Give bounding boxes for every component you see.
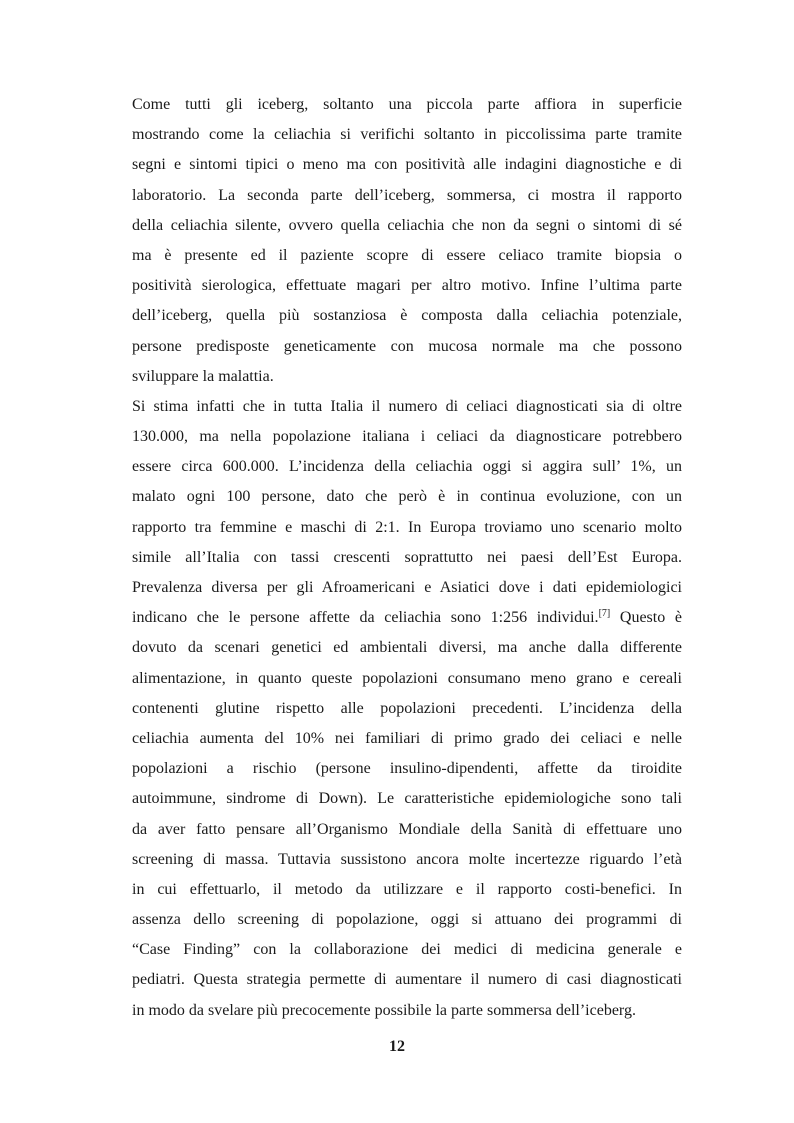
text-line: dovuto da scenari genetici ed ambientali diversi, ma anche dalla differente: [132, 639, 682, 657]
text-line: contenenti glutine rispetto alle popolazioni precedenti. L’incidenza della: [132, 699, 682, 717]
text-line: popolazioni a rischio (persone insulino-dipendenti, affette da tiroidite: [132, 760, 682, 778]
paragraph-1: [132, 90, 682, 392]
body-text: [132, 90, 682, 1026]
text-line: simile all’Italia con tassi crescenti soprattutto nei paesi dell’Est Europa.: [132, 548, 682, 566]
text-line: da aver fatto pensare all’Organismo Mondiale della Sanità di effettuare uno: [132, 820, 682, 838]
text-line: pediatri. Questa strategia permette di aumentare il numero di casi diagnosticati: [132, 971, 682, 989]
text-line: segni e sintomi tipici o meno ma con positività alle indagini diagnostiche e di: [132, 156, 682, 174]
text-line: essere circa 600.000. L’incidenza della celiachia oggi si aggira sull’ 1%, un: [132, 458, 682, 476]
text-line: Come tutti gli iceberg, soltanto una piccola parte affiora in superficie: [132, 96, 682, 113]
text-line: rapporto tra femmine e maschi di 2:1. In Europa troviamo uno scenario molto: [132, 518, 682, 536]
cite-line-end: Questo è: [610, 609, 682, 627]
text-line: ma è presente ed il paziente scopre di essere celiaco tramite biopsia o: [132, 246, 682, 264]
text-line: della celiachia silente, ovvero quella celiachia che non da segni o sintomi di sé: [132, 216, 682, 234]
page-number: 12: [389, 1038, 405, 1055]
text-line: sviluppare la malattia.: [132, 367, 274, 385]
text-line: dell’iceberg, quella più sostanziosa è composta dalla celiachia potenziale,: [132, 307, 682, 325]
text-line: “Case Finding” con la collaborazione dei medici di medicina generale e: [132, 941, 682, 959]
text-line: positività sierologica, effettuate magari per altro motivo. Infine l’ultima parte: [132, 277, 682, 295]
text-line-with-citation: [132, 603, 682, 633]
text-line: Si stima infatti che in tutta Italia il numero di celiaci diagnosticati sia di oltre: [132, 397, 682, 415]
text-line: assenza dello screening di popolazione, oggi si attuano dei programmi di: [132, 911, 682, 929]
text-line: mostrando come la celiachia si verifichi soltanto in piccolissima parte tramite: [132, 126, 682, 144]
text-line: in modo da svelare più precocemente possibile la parte sommersa dell’iceberg.: [132, 1001, 636, 1019]
text-line: laboratorio. La seconda parte dell’iceberg, sommersa, ci mostra il rapporto: [132, 186, 682, 204]
text-line: screening di massa. Tuttavia sussistono ancora molte incertezze riguardo l’età: [132, 850, 682, 868]
text-line: celiachia aumenta del 10% nei familiari di primo grado dei celiaci e nelle: [132, 729, 682, 747]
paragraph-2: [132, 392, 682, 1026]
text-line: in cui effettuarlo, il metodo da utilizzare e il rapporto costi-benefici. In: [132, 880, 682, 898]
text-line: autoimmune, sindrome di Down). Le caratteristiche epidemiologiche sono tali: [132, 790, 682, 808]
cite-line-start: indicano che le persone affette da celiachia sono 1:256 individui.: [132, 609, 599, 627]
text-line: malato ogni 100 persone, dato che però è in continua evoluzione, con un: [132, 488, 682, 506]
citation-reference[interactable]: [7]: [598, 608, 611, 620]
text-line: alimentazione, in quanto queste popolazioni consumano meno grano e cereali: [132, 669, 682, 687]
text-line: 130.000, ma nella popolazione italiana i celiaci da diagnosticare potrebbero: [132, 428, 682, 446]
text-line: persone predisposte geneticamente con mucosa normale ma che possono: [132, 337, 682, 355]
text-line: Prevalenza diversa per gli Afroamericani e Asiatici dove i dati epidemiologici: [132, 579, 682, 596]
